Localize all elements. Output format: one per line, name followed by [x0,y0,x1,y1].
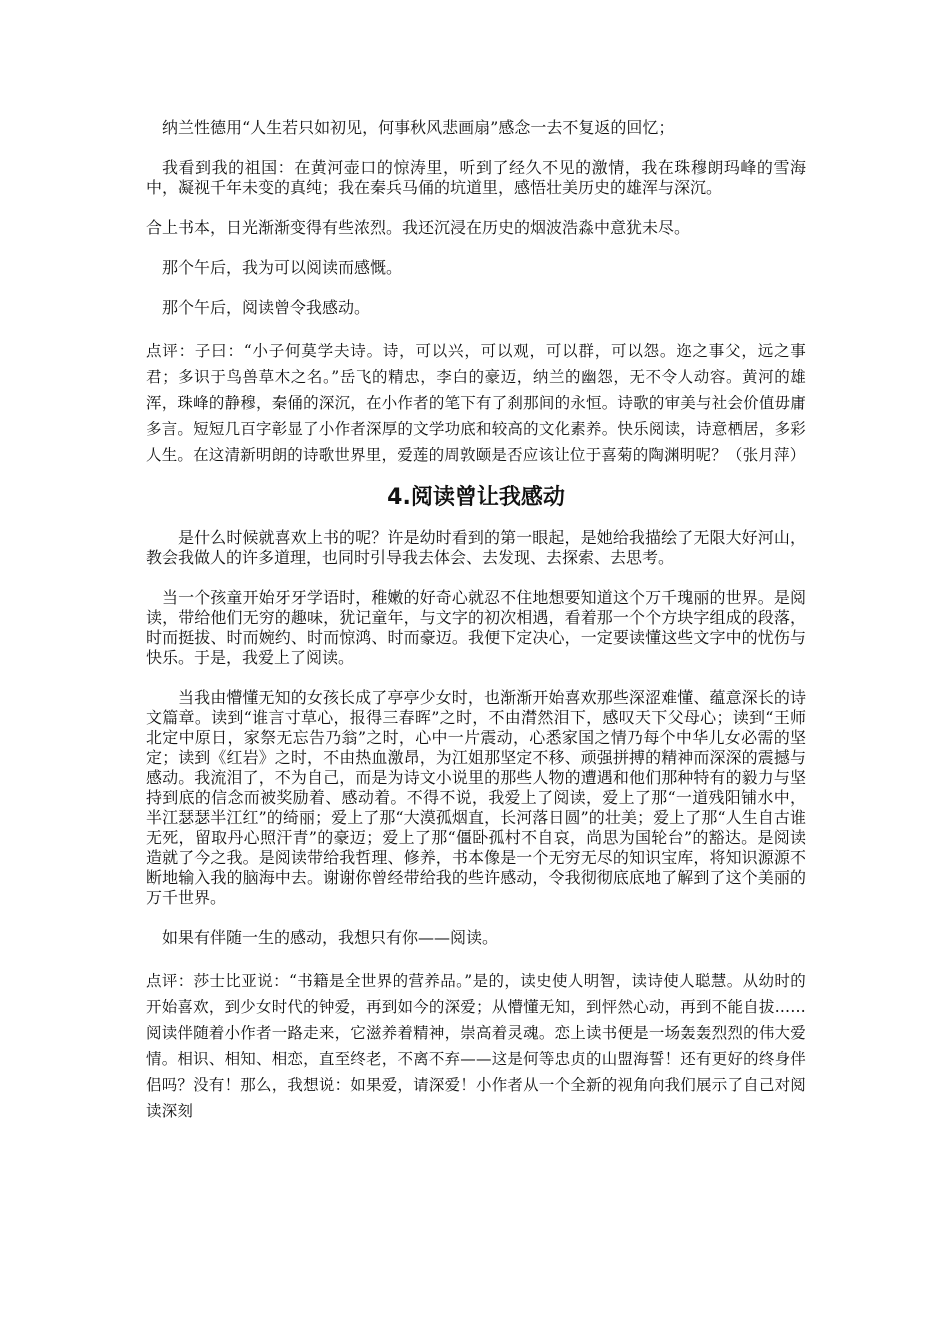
paragraph-close-book: 合上书本，日光渐渐变得有些浓烈。我还沉浸在历史的烟波浩淼中意犹未尽。 [146,218,691,237]
article-title: 4.阅读曾让我感动 [387,485,565,510]
paragraph-nalan: 纳兰性德用“人生若只如初见，何事秋风悲画扇”感念一去不复返的回忆； [162,118,675,137]
comment-shakespeare: 点评：莎士比亚说：“书籍是全世界的营养品。”是的，读史使人明智，读诗使人聪慧。从幼时的开始喜欢，到少女时代的钟爱，再到如今的深爱；从懵懂无知，到怦然心动，再到不能自拔……阅读伴随着小作者一路走来，它滋养着精神，崇高着灵魂。恋上读书便是一场轰轰烈烈的伟大爱情。相识、相知、相恋，直至终老，不离不弃——这是何等忠贞的山盟海誓！还有更好的终身伴侣吗？没有！那么，我想说：如果爱，请深爱！小作者从一个全新的视角向我们展示了自己对阅读深刻 [146,972,806,1120]
article-paragraph-4: 如果有伴随一生的感动，我想只有你——阅读。 [162,928,499,947]
paragraph-afternoon-1: 那个午后，我为可以阅读而感慨。 [162,258,403,277]
comment-zhang-yueping: 点评：子曰：“小子何莫学夫诗。诗，可以兴，可以观，可以群，可以怨。迩之事父，远之事君；多识于鸟兽草木之名。”岳飞的精忠，李白的豪迈，纳兰的幽怨，无不令人动容。黄河的雄浑，珠峰的静穆，秦俑的深沉，在小作者的笔下有了刹那间的永恒。诗歌的审美与社会价值毋庸多言。短短几百字彰显了小作者深厚的文学功底和较高的文化素养。快乐阅读，诗意栖居，多彩人生。在这清新明朗的诗歌世界里，爱莲的周敦颐是否应该让位于喜菊的陶渊明呢？（张月萍） [146,342,806,464]
document-page [146,118,806,1124]
article-paragraph-1: 是什么时候就喜欢上书的呢？许是幼时看到的第一眼起，是她给我描绘了无限大好河山，教会我做人的许多道理，也同时引导我去体会、去发现、去探索、去思考。 [146,528,806,567]
article-paragraph-3: 当我由懵懂无知的女孩长成了亭亭少女时，也渐渐开始喜欢那些深涩难懂、蕴意深长的诗文篇章。读到“谁言寸草心，报得三春晖”之时，不由潸然泪下，感叹天下父母心；读到“王师北定中原日，家祭无忘告乃翁”之时，心中一片震动，心悉家国之情乃每个中华儿女必需的坚定；读到《红岩》之时，不由热血激昂，为江姐那坚定不移、顽强拼搏的精神而深深的震撼与感动。我流泪了，不为自己，而是为诗文小说里的那些人物的遭遇和他们那种特有的毅力与坚持到底的信念而被奖励着、感动着。不得不说，我爱上了阅读，爱上了那“一道残阳铺水中，半江瑟瑟半江红”的绮丽；爱上了那“大漠孤烟直，长河落日圆”的壮美；爱上了那“人生自古谁无死，留取丹心照汗青”的豪迈；爱上了那“僵卧孤村不自哀，尚思为国轮台”的豁达。是阅读造就了今之我。是阅读带给我哲理、修养，书本像是一个无穷无尽的知识宝库，将知识源源不断地输入我的脑海中去。谢谢你曾经带给我的些许感动，令我彻彻底底地了解到了这个美丽的万千世界。 [146,688,806,907]
article-paragraph-2: 当一个孩童开始牙牙学语时，稚嫩的好奇心就忍不住地想要知道这个万千瑰丽的世界。是阅读，带给他们无穷的趣味，犹记童年，与文字的初次相遇，看着那一个个方块字组成的段落，时而挺拔、时而婉约、时而惊鸿、时而豪迈。我便下定决心，一定要读懂这些文字中的忧伤与快乐。于是，我爱上了阅读。 [146,588,806,667]
paragraph-motherland: 我看到我的祖国：在黄河壶口的惊涛里，听到了经久不见的激情，我在珠穆朗玛峰的雪海中，凝视千年未变的真纯；我在秦兵马俑的坑道里，感悟壮美历史的雄浑与深沉。 [146,158,806,197]
paragraph-afternoon-2: 那个午后，阅读曾令我感动。 [162,298,371,317]
